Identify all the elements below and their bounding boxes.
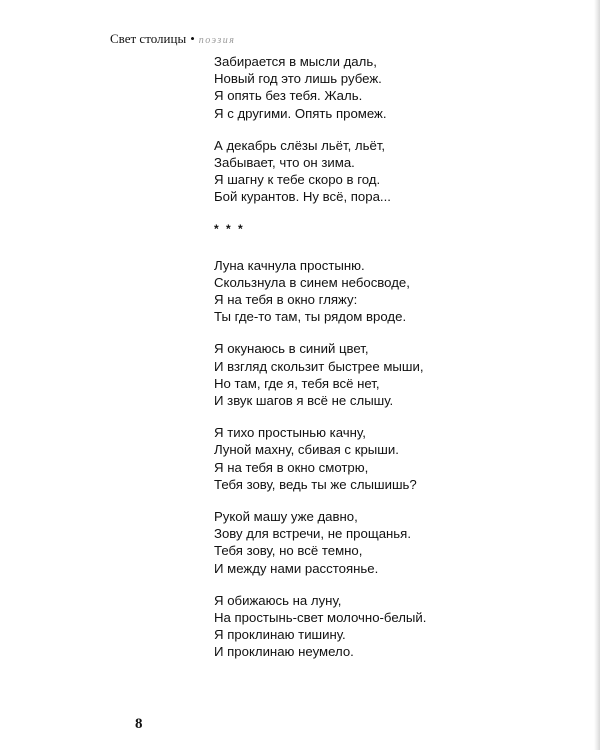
- poem-line: Но там, где я, тебя всё нет,: [214, 375, 380, 391]
- poem-line: Забирается в мысли даль,: [214, 54, 377, 69]
- poem-line: Тебя зову, ведь ты же слышишь?: [214, 476, 417, 492]
- stanza: [214, 53, 574, 122]
- poem-line: И звук шагов я всё не слышу.: [214, 393, 394, 409]
- poem-separator: * * *: [214, 221, 245, 236]
- poem-line: И между нами расстоянье.: [214, 560, 379, 576]
- poem-line: Рукой машу уже давно,: [214, 509, 358, 525]
- stanza: [214, 592, 574, 661]
- poem-line: Луной махну, сбивая с крыши.: [214, 442, 399, 458]
- running-head-title: Свет столицы: [110, 31, 187, 46]
- poem-line: И проклинаю неумело.: [214, 644, 354, 660]
- poem-body: [214, 53, 574, 676]
- poem-line: Я шагну к тебе скоро в год.: [214, 172, 381, 188]
- running-head-section: поэзия: [198, 35, 236, 46]
- stanza: [214, 257, 574, 326]
- poem-line: И взгляд скользит быстрее мыши,: [214, 358, 424, 374]
- poem-line: Тебя зову, но всё темно,: [214, 543, 363, 559]
- poem-line: Я тихо простынью качну,: [214, 425, 366, 441]
- poem-line: Я обижаюсь на луну,: [214, 592, 342, 608]
- poem-line: Я проклинаю тишину.: [214, 627, 346, 643]
- poem-part-1: [214, 53, 574, 206]
- poem-line: А декабрь слёзы льёт, льёт,: [214, 137, 386, 153]
- poem-line: Я на тебя в окно смотрю,: [214, 459, 369, 475]
- poem-line: Я окунаюсь в синий цвет,: [214, 341, 369, 357]
- stanza: [214, 137, 574, 206]
- page-number: 8: [135, 716, 143, 732]
- poem-line: Забывает, что он зима.: [214, 155, 355, 171]
- poem-line: Скользнула в синем небосводе,: [214, 274, 410, 290]
- poem-line: Я с другими. Опять промеж.: [214, 105, 387, 121]
- poem-line: На простынь-свет молочно-белый.: [214, 610, 427, 626]
- running-head-bullet: •: [190, 31, 195, 46]
- poem-line: Зову для встречи, не прощанья.: [214, 526, 411, 542]
- poem-line: Я на тебя в окно гляжу:: [214, 292, 358, 308]
- stanza: [214, 508, 574, 577]
- poem-line: Ты где-то там, ты рядом вроде.: [214, 309, 407, 325]
- stanza: [214, 340, 574, 409]
- page-edge-shadow: [594, 0, 600, 750]
- poem-part-2: [214, 257, 574, 661]
- poem-line: Бой курантов. Ну всё, пора...: [214, 189, 391, 205]
- poem-line: Я опять без тебя. Жаль.: [214, 88, 363, 104]
- running-head: [110, 31, 235, 47]
- stanza: [214, 424, 574, 493]
- poem-line: Новый год это лишь рубеж.: [214, 71, 382, 87]
- poem-line: Луна качнула простыню.: [214, 257, 365, 273]
